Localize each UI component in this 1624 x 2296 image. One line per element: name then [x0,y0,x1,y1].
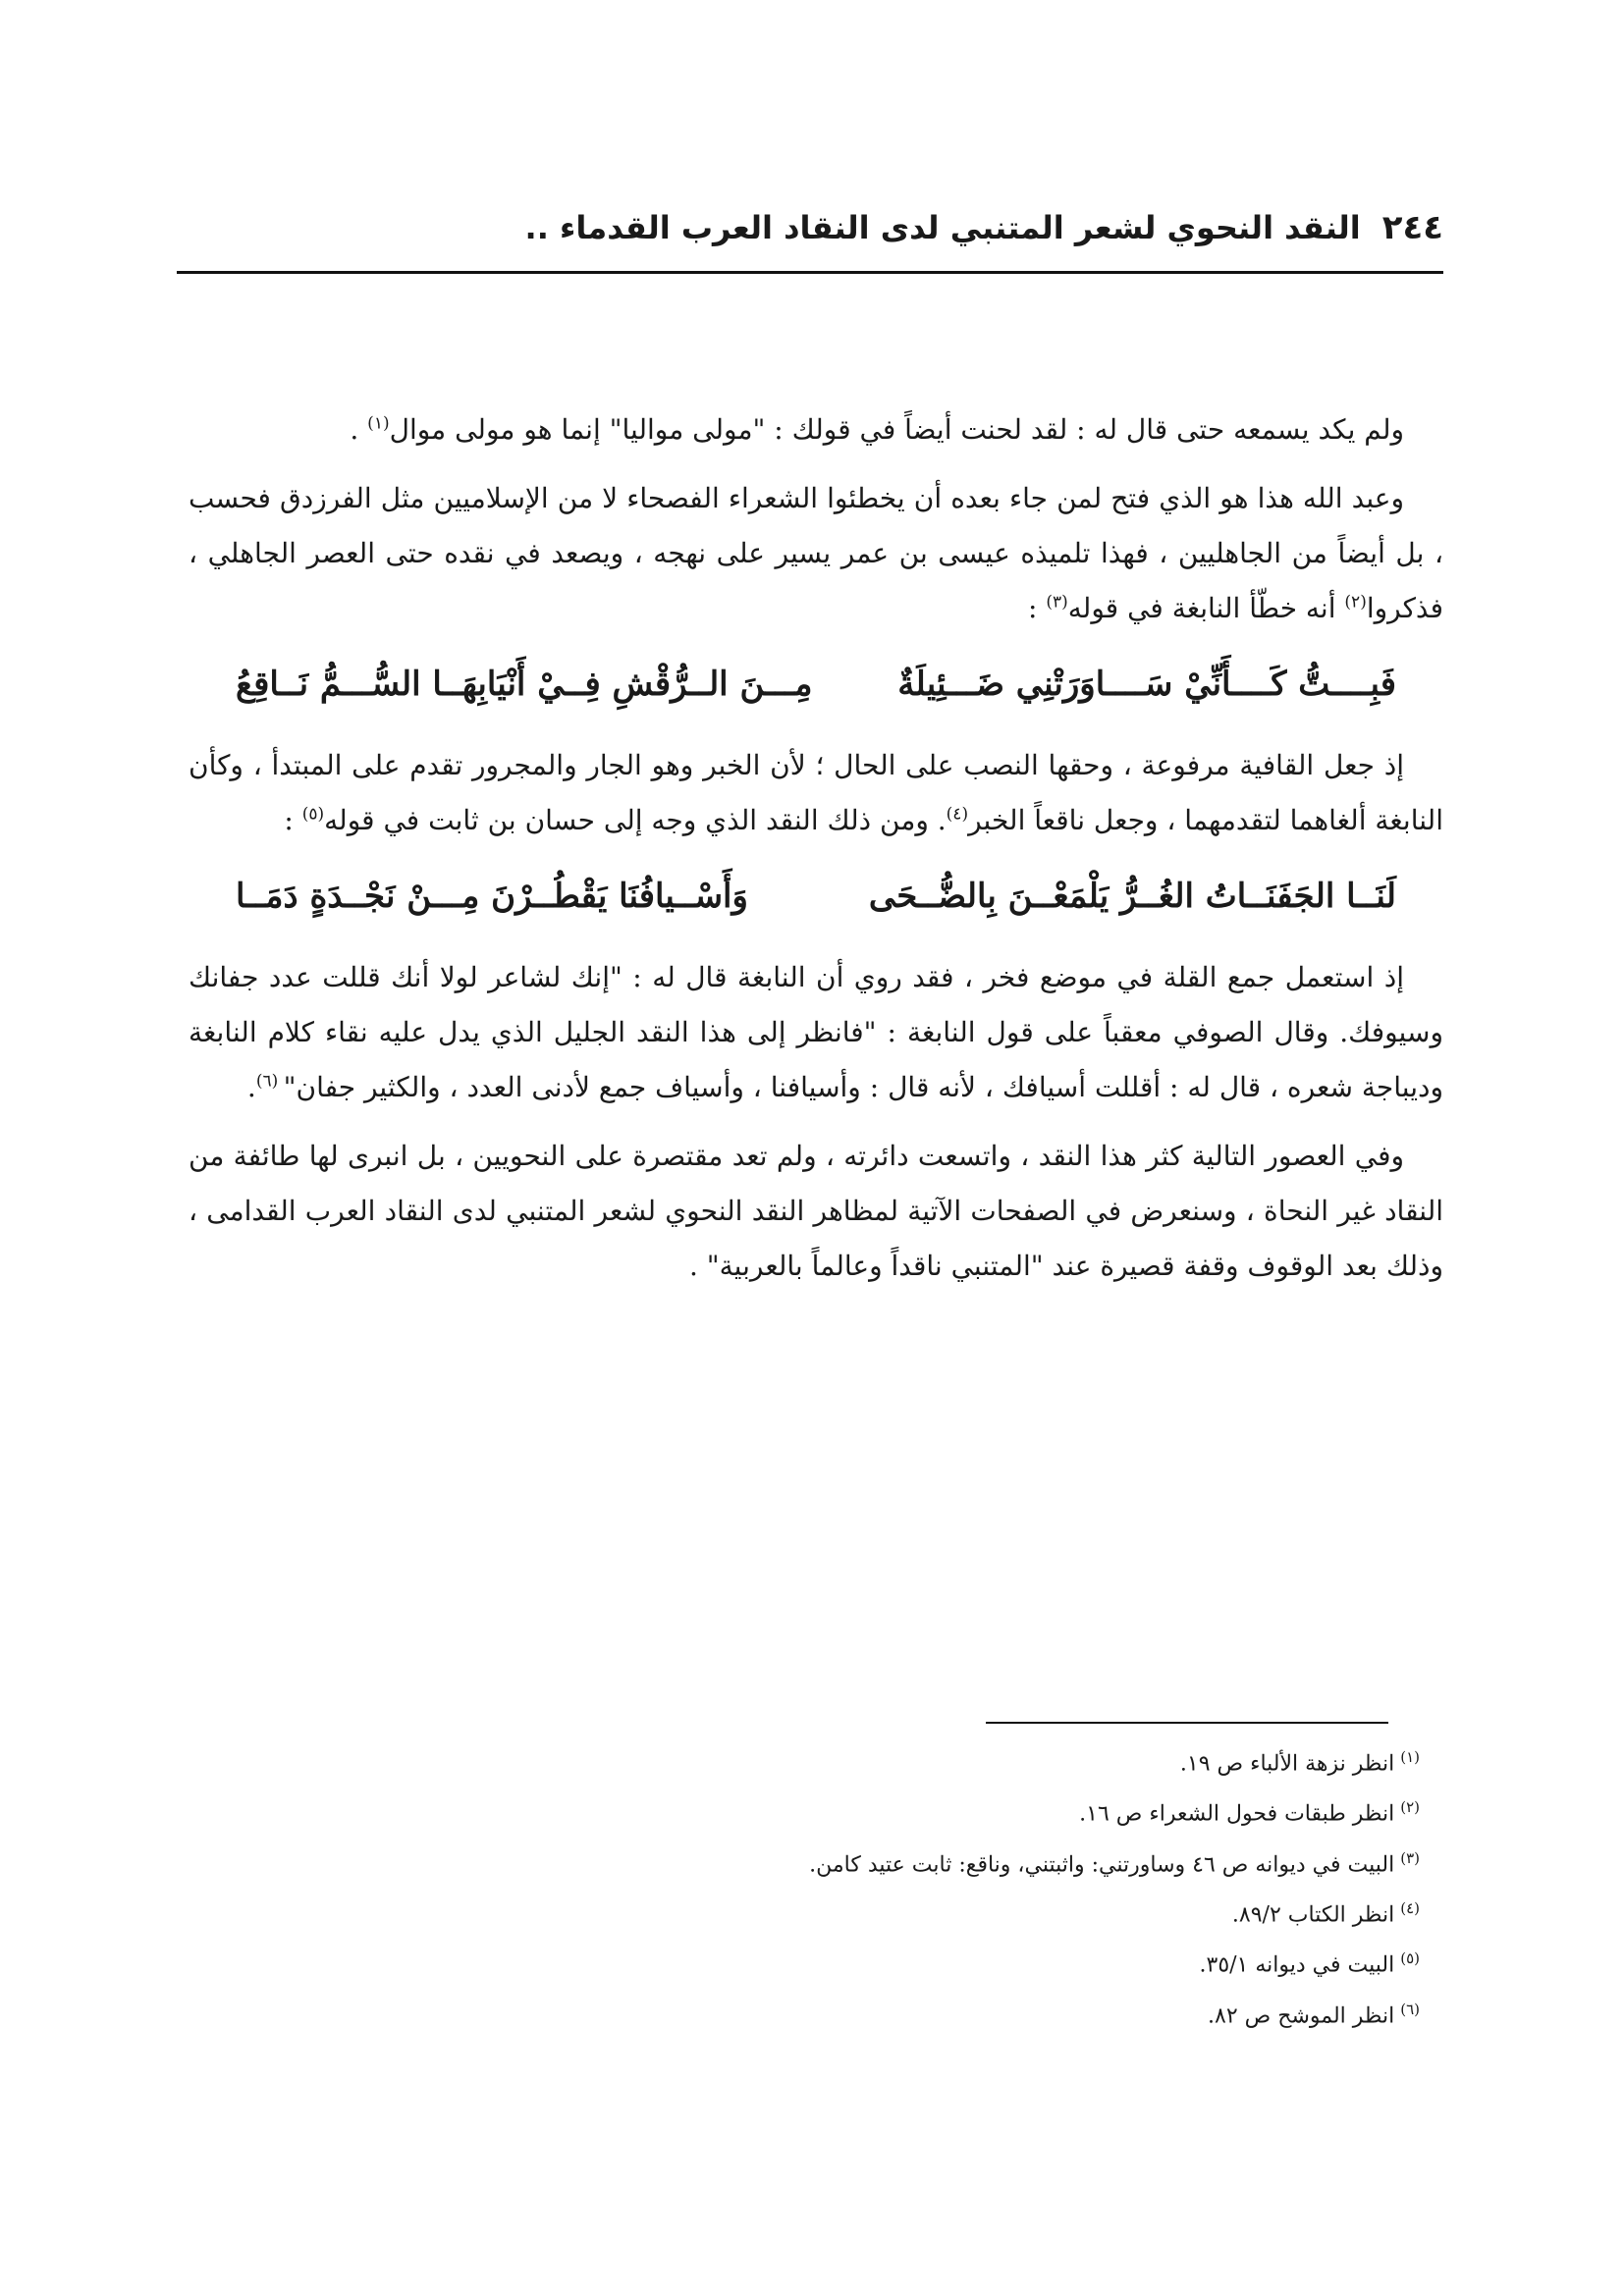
paragraph-4 [189,950,1443,1115]
footnote-separator [986,1722,1388,1724]
paragraph-1-text: ولم يكد يسمعه حتى قال له : لقد لحنت أيضاً في قولك : "مولى مواليا" إنما هو مولى موال [389,413,1404,446]
header-rule [177,271,1443,274]
footnote-text: البيت في ديوانه ص ٤٦ وساورتني: واثبتني، وناقع: ثابت عتيد كامن. [809,1851,1395,1877]
footnote-text: انظر الكتاب ٨٩/٢. [1231,1902,1395,1928]
footnote [340,1937,1420,1987]
footnote-mark: (٥) [1400,1949,1420,1968]
footnote [340,1887,1420,1937]
paragraph-1 [189,402,1443,457]
verse-nabigha [236,650,1396,719]
footnote-ref-5: (٥) [301,804,325,825]
footnote-ref-1: (١) [367,413,390,434]
footnote-ref-4: (٤) [946,804,969,825]
footnote-text: انظر الموشح ص ٨٢. [1208,2002,1395,2028]
verse-hassan-second-hemistich: وَأَسْــيافُنَا يَقْطُــرْنَ مِـــنْ نَجْــدَةٍ دَمَــا [236,877,748,916]
footnote [340,1988,1420,2038]
verse-nabigha-second-hemistich: مِـــنَ الــرُّقْشِ فِــيْ أَنْيَابِهَــا السُّـــمُّ نَــاقِعُ [236,665,813,704]
footnotes [340,1735,1420,2038]
paragraph-3 [189,738,1443,848]
paragraph-1-end: . [350,413,368,446]
page-number: ٢٤٤ [1381,208,1443,247]
footnote-text: انظر طبقات فحول الشعراء ص ١٦. [1079,1801,1395,1827]
verse-hassan [236,862,1396,931]
paragraph-2-text-b: أنه خطّأ النابغة في قوله [1067,592,1345,624]
running-title: النقد النحوي لشعر المتنبي لدى النقاد العرب القدماء .. [524,209,1361,246]
footnote-text: البيت في ديوانه ٣٥/١. [1199,1952,1395,1978]
running-header [177,208,1443,267]
footnote [340,1735,1420,1786]
paragraph-2 [189,471,1443,636]
paragraph-4-text: إذ استعمل جمع القلة في موضع فخر ، فقد روي أن النابغة قال له : "إنك لشاعر لولا أنك قللت عدد جفانك وسيوفك. وقال الصوفي معقباً على قول النابغة : "فانظر إلى هذا النقد الجليل الذي يدل عليه نقاء كلام النابغة وديباجة شعره ، قال له : أقللت أسيافك ، لأنه قال : وأسيافنا ، وأسياف جمع لأدنى العدد ، والكثير جفان" [189,961,1443,1103]
footnote-mark: (٦) [1400,2000,1420,2018]
footnote-text: انظر نزهة الألباء ص ١٩. [1179,1751,1395,1777]
footnote-mark: (١) [1400,1748,1420,1766]
paragraph-3-end: : [284,804,302,836]
footnote-ref-3: (٣) [1046,592,1068,613]
paragraph-5 [189,1129,1443,1294]
footnote [340,1837,1420,1887]
footnote-mark: (٢) [1400,1798,1420,1817]
footnote-mark: (٣) [1400,1848,1420,1867]
verse-hassan-first-hemistich: لَنَــا الجَفَنَــاتُ الغُــرُّ يَلْمَعْــنَ بِالضُّــحَى [868,877,1396,916]
footnote [340,1786,1420,1836]
footnote-ref-6: (٦) [255,1071,284,1092]
footnote-mark: (٤) [1400,1898,1420,1917]
paragraph-3-text-a: إذ جعل القافية مرفوعة ، وحقها النصب على الحال ؛ لأن الخبر وهو الجار والمجرور تقدم على المبتدأ ، وكأن النابغة ألغاهما لتقدمهما ، وجعل ناقعاً الخبر [189,749,1443,836]
verse-nabigha-first-hemistich: فَبِــــتُّ كَــــأَنِّيْ سَــــاوَرَتْنِي ضَـــئِيلَةٌ [897,665,1396,704]
paragraph-2-end: : [1028,592,1047,624]
paragraph-5-text: وفي العصور التالية كثر هذا النقد ، واتسعت دائرته ، ولم تعد مقتصرة على النحويين ، بل انبرى لها طائفة من النقاد غير النحاة ، وسنعرض في الصفحات الآتية لمظاهر النقد النحوي لشعر المتنبي لدى النقاد العرب القدامى ، وذلك بعد الوقوف وقفة قصيرة عند "المتنبي ناقداً وعالماً بالعربية" . [189,1140,1443,1282]
body-text [189,402,1443,1308]
footnote-ref-2: (٢) [1344,592,1367,613]
paragraph-4-end: . [246,1071,256,1103]
paragraph-2-text-a: وعبد الله هذا هو الذي فتح لمن جاء بعده أن يخطئوا الشعراء الفصحاء لا من الإسلاميين مثل الفرزدق فحسب ، بل أيضاً من الجاهليين ، فهذا تلميذه عيسى بن عمر يسير على نهجه ، ويصعد في نقده حتى العصر الجاهلي ، فذكروا [189,482,1443,624]
paragraph-3-text-b: . ومن ذلك النقد الذي وجه إلى حسان بن ثابت في قوله [324,804,947,836]
